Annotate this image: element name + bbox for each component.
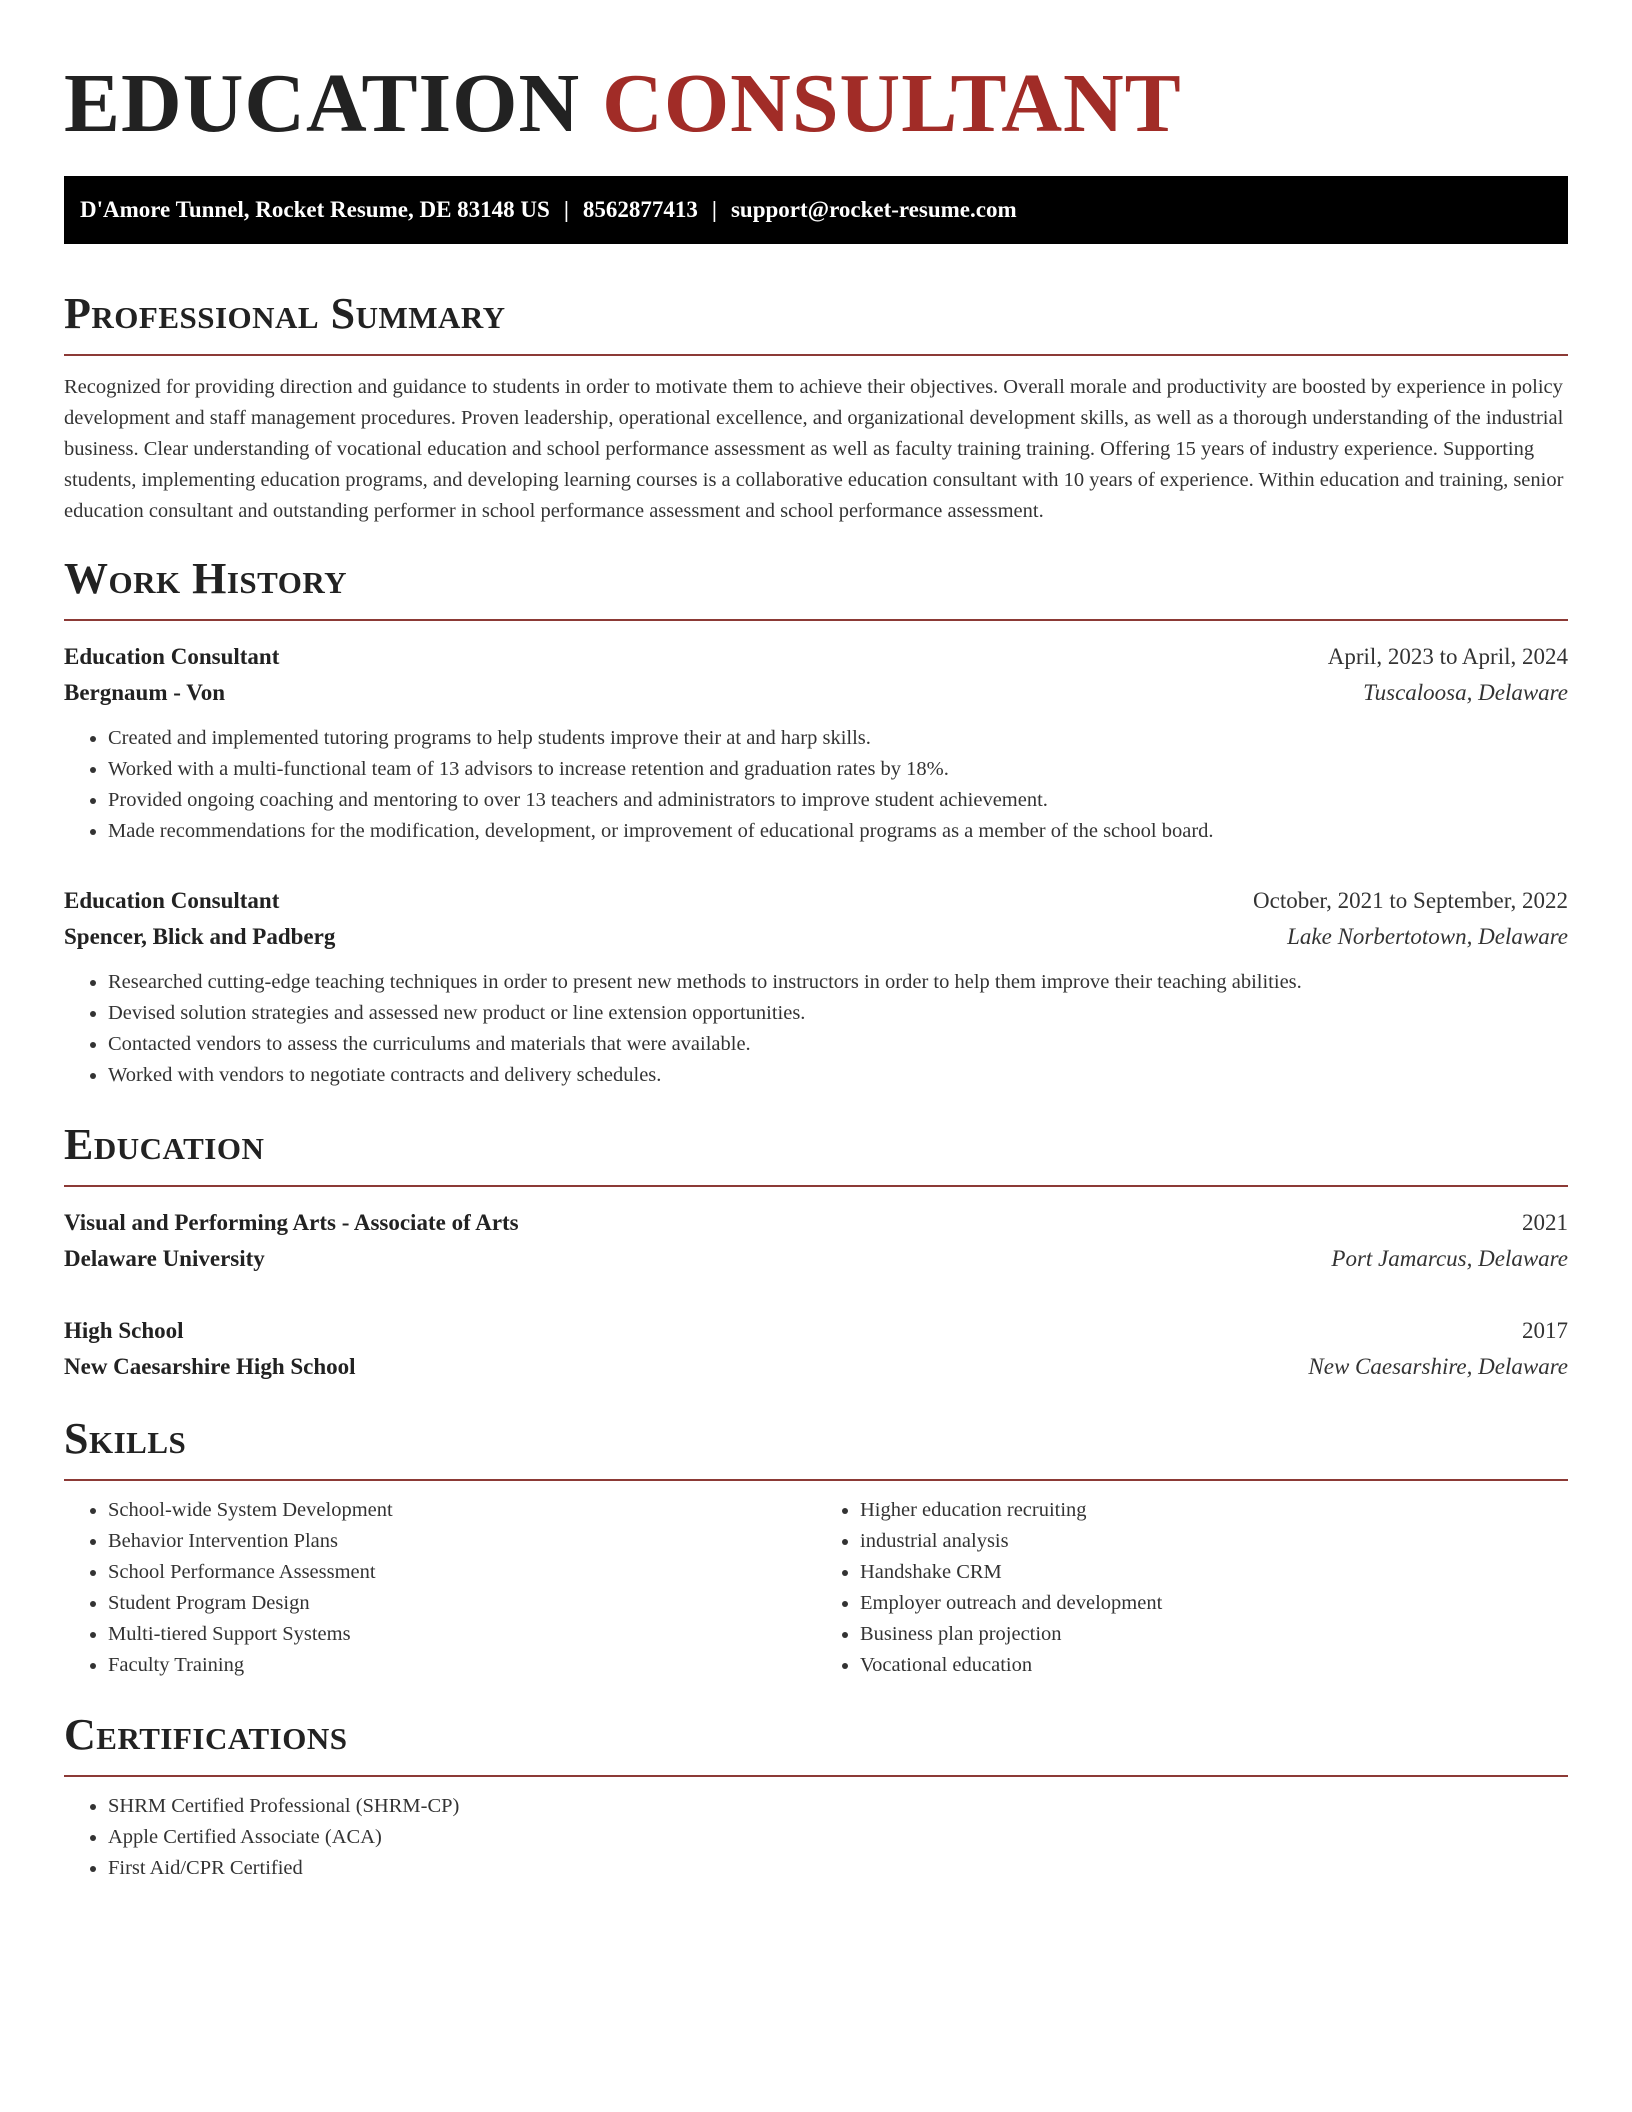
contact-separator: |: [563, 197, 569, 222]
job-entry: [64, 883, 1568, 1091]
job-bullets: [64, 967, 1568, 1091]
section-divider: [64, 354, 1568, 356]
skill-item: • School Performance Assessment: [108, 1557, 816, 1588]
job-dates: April, 2023 to April, 2024: [1327, 644, 1568, 669]
list-item: • Worked with vendors to negotiate contracts and delivery schedules.: [108, 1060, 1568, 1091]
skills-column-right: [816, 1495, 1568, 1681]
resume-title: [64, 56, 1568, 152]
education-year: 2017: [1522, 1318, 1568, 1343]
contact-address: D'Amore Tunnel, Rocket Resume, DE 83148 US: [80, 197, 550, 222]
certification-item: • SHRM Certified Professional (SHRM-CP): [108, 1791, 1568, 1822]
list-item: • Worked with a multi-functional team of 13 advisors to increase retention and graduation rates by 18%.: [108, 754, 1568, 785]
education-degree: Visual and Performing Arts - Associate of Arts: [64, 1210, 519, 1235]
education-school: New Caesarshire High School: [64, 1354, 356, 1379]
list-item: • Researched cutting-edge teaching techniques in order to present new methods to instructors in order to help them improve their teaching abilities.: [108, 967, 1568, 998]
section-heading: Education: [64, 1120, 265, 1169]
title-second-word: CONSULTANT: [602, 57, 1182, 150]
education-location: New Caesarshire, Delaware: [1308, 1354, 1568, 1379]
education-degree: High School: [64, 1318, 184, 1343]
job-company: Bergnaum - Von: [64, 680, 226, 705]
skill-item: • Employer outreach and development: [860, 1588, 1568, 1619]
education-location: Port Jamarcus, Delaware: [1331, 1246, 1568, 1271]
skill-item: • Multi-tiered Support Systems: [108, 1619, 816, 1650]
job-company: Spencer, Blick and Padberg: [64, 924, 336, 949]
summary-section: [64, 288, 1568, 527]
job-dates: October, 2021 to September, 2022: [1253, 888, 1568, 913]
education-entry: [64, 1205, 1568, 1277]
skill-item: • Business plan projection: [860, 1619, 1568, 1650]
section-heading: Professional Summary: [64, 289, 506, 338]
education-year: 2021: [1522, 1210, 1568, 1235]
job-title: Education Consultant: [64, 644, 280, 669]
education-section: [64, 1119, 1568, 1385]
section-divider: [64, 619, 1568, 621]
job-entry: [64, 639, 1568, 847]
skill-item: • Behavior Intervention Plans: [108, 1526, 816, 1557]
contact-email: support@rocket-resume.com: [730, 197, 1017, 222]
certification-item: • First Aid/CPR Certified: [108, 1853, 1568, 1884]
skills-grid: [64, 1495, 1568, 1681]
skills-column-left: [64, 1495, 816, 1681]
skill-item: • industrial analysis: [860, 1526, 1568, 1557]
list-item: • Provided ongoing coaching and mentoring to over 13 teachers and administrators to improve student achievement.: [108, 785, 1568, 816]
skill-item: • Faculty Training: [108, 1650, 816, 1681]
job-location: Tuscaloosa, Delaware: [1363, 680, 1568, 705]
section-divider: [64, 1775, 1568, 1777]
skill-item: • Student Program Design: [108, 1588, 816, 1619]
summary-text: Recognized for providing direction and guidance to students in order to motivate them to achieve their objectives. Overall morale and productivity are boosted by experience in policy development and staff management procedures. Proven leadership, operational excellence, and organizational development skills, as well as a thorough understanding of the industrial business. Clear understanding of vocational education and school performance assessment as well as faculty training training. Offering 15 years of industry experience. Supporting students, implementing education programs, and developing learning courses is a collaborative education consultant with 10 years of experience. Within education and training, senior education consultant and outstanding performer in school performance assessment and school performance assessment.: [64, 376, 1564, 522]
job-bullets: [64, 723, 1568, 847]
certifications-section: [64, 1709, 1568, 1884]
certifications-list: [64, 1791, 1568, 1884]
section-heading: Work History: [64, 554, 348, 603]
list-item: • Made recommendations for the modification, development, or improvement of educational programs as a member of the school board.: [108, 816, 1568, 847]
section-heading: Certifications: [64, 1710, 348, 1759]
work-history-section: [64, 553, 1568, 1091]
contact-phone: 8562877413: [582, 197, 698, 222]
education-entry: [64, 1313, 1568, 1385]
contact-bar: [64, 176, 1568, 244]
contact-separator: |: [711, 197, 717, 222]
education-school: Delaware University: [64, 1246, 265, 1271]
skill-item: • Higher education recruiting: [860, 1495, 1568, 1526]
list-item: • Created and implemented tutoring programs to help students improve their at and harp skills.: [108, 723, 1568, 754]
job-location: Lake Norbertotown, Delaware: [1287, 924, 1568, 949]
section-divider: [64, 1185, 1568, 1187]
skill-item: • Vocational education: [860, 1650, 1568, 1681]
title-first-word: EDUCATION: [64, 57, 581, 150]
list-item: • Contacted vendors to assess the curriculums and materials that were available.: [108, 1029, 1568, 1060]
certification-item: • Apple Certified Associate (ACA): [108, 1822, 1568, 1853]
section-divider: [64, 1479, 1568, 1481]
list-item: • Devised solution strategies and assessed new product or line extension opportunities.: [108, 998, 1568, 1029]
job-title: Education Consultant: [64, 888, 280, 913]
skill-item: • Handshake CRM: [860, 1557, 1568, 1588]
skills-section: [64, 1413, 1568, 1681]
section-heading: Skills: [64, 1414, 187, 1463]
skill-item: • School-wide System Development: [108, 1495, 816, 1526]
